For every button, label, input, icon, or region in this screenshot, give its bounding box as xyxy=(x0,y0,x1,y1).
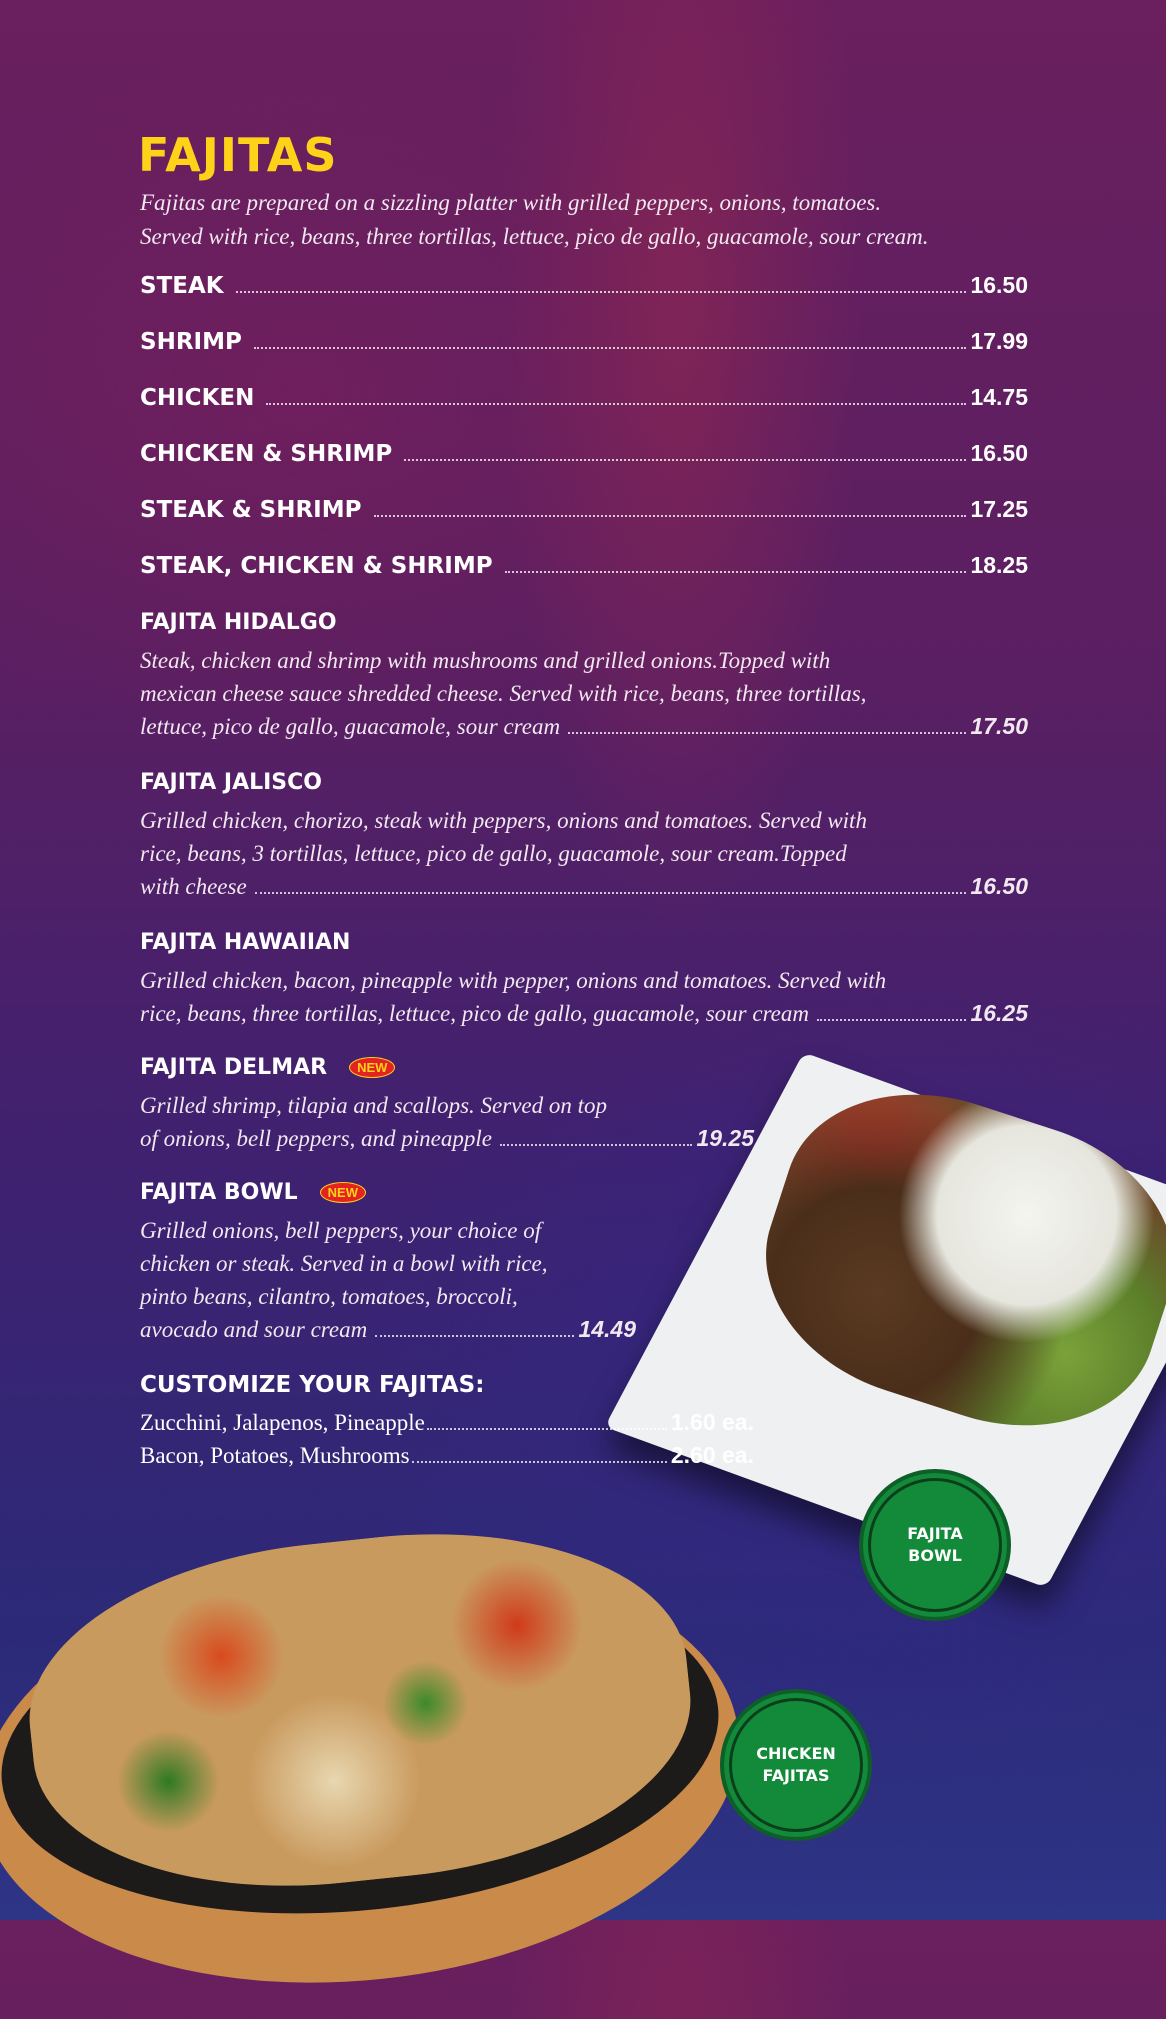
item-price: 19.25 xyxy=(696,1125,754,1151)
item-price: 14.49 xyxy=(578,1316,636,1342)
menu-item xyxy=(140,328,1028,355)
leader-dots xyxy=(255,892,967,894)
item-price: 18.25 xyxy=(970,552,1028,578)
item-name: SHRIMP xyxy=(140,329,242,355)
leader-dots xyxy=(254,347,967,349)
item-name: CHICKEN & SHRIMP xyxy=(140,441,393,467)
description-line: rice, beans, 3 tortillas, lettuce, pico de gallo, guacamole, sour cream.Topped xyxy=(140,841,847,866)
item-name: FAJITA HIDALGO xyxy=(140,610,337,635)
item-price: 16.25 xyxy=(970,1000,1028,1026)
description-line: mexican cheese sauce shredded cheese. Served with rice, beans, three tortillas, xyxy=(140,681,867,706)
special-description xyxy=(140,1089,754,1155)
description-line: Grilled onions, bell peppers, your choice of xyxy=(140,1218,542,1243)
item-price: 14.75 xyxy=(970,384,1028,410)
special-description xyxy=(140,644,1028,743)
page-title: FAJITAS xyxy=(138,128,338,182)
description-line: Steak, chicken and shrimp with mushrooms and grilled onions.Topped with xyxy=(140,648,831,673)
description-line: rice, beans, three tortillas, lettuce, pico de gallo, guacamole, sour cream 16.25 xyxy=(140,997,1028,1030)
leader-dots xyxy=(505,571,967,573)
fajita-bowl-badge: FAJITA BOWL xyxy=(859,1469,1011,1621)
intro-text xyxy=(140,186,928,254)
description-line: avocado and sour cream 14.49 xyxy=(140,1313,636,1346)
description-line: Grilled shrimp, tilapia and scallops. Served on top xyxy=(140,1093,608,1118)
leader-dots xyxy=(404,459,966,461)
description-line: chicken or steak. Served in a bowl with rice, xyxy=(140,1251,548,1276)
item-name: Bacon, Potatoes, Mushrooms xyxy=(140,1443,410,1468)
menu-item xyxy=(140,440,1028,467)
new-badge: NEW xyxy=(320,1182,366,1203)
item-name: FAJITA JALISCO xyxy=(140,770,322,795)
customize-item xyxy=(140,1439,754,1472)
description-line: lettuce, pico de gallo, guacamole, sour cream 17.50 xyxy=(140,710,1028,743)
description-line: pinto beans, cilantro, tomatoes, broccoli, xyxy=(140,1284,518,1309)
item-name: CHICKEN xyxy=(140,385,255,411)
item-price: 17.99 xyxy=(970,328,1028,354)
special-name xyxy=(140,930,350,955)
leader-dots xyxy=(568,732,966,734)
intro-line: Served with rice, beans, three tortillas, lettuce, pico de gallo, guacamole, sour cream. xyxy=(140,224,929,249)
new-badge: NEW xyxy=(349,1057,395,1078)
customize-item xyxy=(140,1406,754,1439)
special-name xyxy=(140,770,322,795)
special-description xyxy=(140,804,1028,903)
leader-dots xyxy=(236,291,967,293)
item-name: FAJITA BOWL xyxy=(140,1180,298,1205)
item-price: 16.50 xyxy=(970,873,1028,899)
item-name: Zucchini, Jalapenos, Pineapple xyxy=(140,1410,425,1435)
special-description xyxy=(140,964,1028,1030)
intro-line: Fajitas are prepared on a sizzling platter with grilled peppers, onions, tomatoes. xyxy=(140,190,882,215)
leader-dots xyxy=(374,515,967,517)
customize-list xyxy=(140,1406,754,1472)
leader-dots xyxy=(375,1335,574,1337)
item-name: FAJITA DELMAR xyxy=(140,1055,328,1080)
menu-item xyxy=(140,384,1028,411)
leader-dots xyxy=(266,403,966,405)
menu-item xyxy=(140,272,1028,299)
special-name xyxy=(140,610,337,635)
item-name: STEAK xyxy=(140,273,224,299)
description-line: with cheese 16.50 xyxy=(140,870,1028,903)
item-price: 16.50 xyxy=(970,272,1028,298)
description-line: Grilled chicken, chorizo, steak with peppers, onions and tomatoes. Served with xyxy=(140,808,867,833)
special-description xyxy=(140,1214,636,1346)
customize-title: CUSTOMIZE YOUR FAJITAS: xyxy=(140,1372,485,1398)
item-name: STEAK & SHRIMP xyxy=(140,497,362,523)
special-name xyxy=(140,1055,395,1080)
item-name: FAJITA HAWAIIAN xyxy=(140,930,351,955)
description-line: Grilled chicken, bacon, pineapple with pepper, onions and tomatoes. Served with xyxy=(140,968,887,993)
item-price: 16.50 xyxy=(970,440,1028,466)
chicken-fajitas-badge: CHICKEN FAJITAS xyxy=(720,1689,872,1841)
item-price: 2.60 ea. xyxy=(670,1442,754,1468)
leader-dots xyxy=(817,1019,966,1021)
item-name: STEAK, CHICKEN & SHRIMP xyxy=(140,553,493,579)
special-name xyxy=(140,1180,366,1205)
item-price: 17.50 xyxy=(970,713,1028,739)
menu-item xyxy=(140,552,1028,579)
description-line: of onions, bell peppers, and pineapple 19.25 xyxy=(140,1122,754,1155)
leader-dots xyxy=(500,1144,692,1146)
item-price: 1.60 ea. xyxy=(670,1409,754,1435)
menu-item xyxy=(140,496,1028,523)
item-price: 17.25 xyxy=(970,496,1028,522)
